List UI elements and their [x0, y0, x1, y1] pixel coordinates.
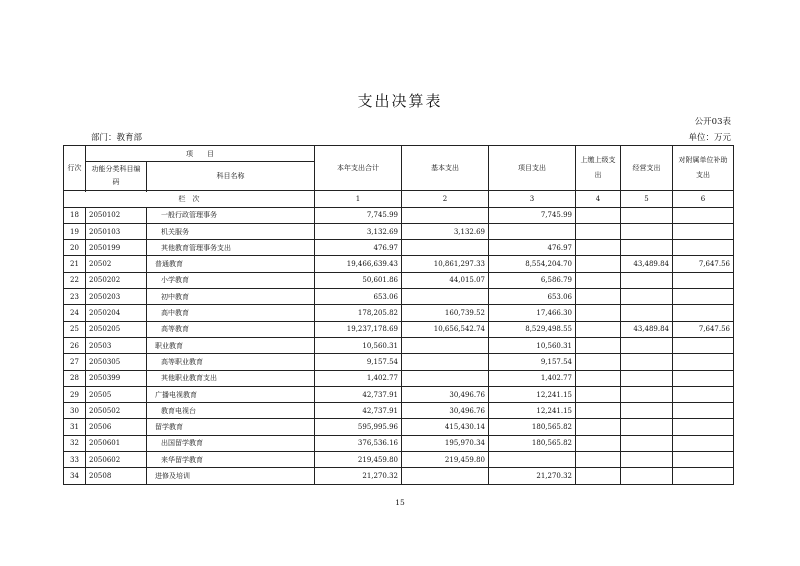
row-subsidy	[673, 468, 734, 484]
row-number: 21	[64, 256, 86, 272]
page-number: 15	[395, 498, 405, 507]
row-name: 小学教育	[147, 272, 315, 288]
row-project: 8,529,498.55	[489, 321, 576, 337]
row-name: 教育电视台	[147, 403, 315, 419]
row-business	[621, 272, 673, 288]
row-number: 28	[64, 370, 86, 386]
header-subsidy: 对附属单位补助支出	[673, 146, 734, 191]
row-total: 595,995.96	[315, 419, 402, 435]
header-basic: 基本支出	[402, 146, 489, 191]
row-basic	[402, 370, 489, 386]
row-basic	[402, 207, 489, 223]
row-name: 普通教育	[147, 256, 315, 272]
unit-label: 单位：万元	[688, 133, 731, 143]
row-basic	[402, 354, 489, 370]
row-upper	[576, 337, 621, 353]
row-name: 来华留学教育	[147, 452, 315, 468]
col-number: 4	[576, 191, 621, 207]
row-total: 653.06	[315, 289, 402, 305]
row-project: 12,241.15	[489, 386, 576, 402]
col-number: 2	[402, 191, 489, 207]
table-row	[64, 321, 734, 337]
expenditure-table	[63, 145, 734, 485]
row-upper	[576, 419, 621, 435]
row-number: 31	[64, 419, 86, 435]
header-project-exp: 项目支出	[489, 146, 576, 191]
header-lanci: 栏 次	[64, 191, 315, 207]
table-row	[64, 435, 734, 451]
row-number: 29	[64, 386, 86, 402]
row-upper	[576, 468, 621, 484]
row-number: 24	[64, 305, 86, 321]
row-upper	[576, 289, 621, 305]
row-basic: 30,496.76	[402, 386, 489, 402]
table-row	[64, 337, 734, 353]
row-basic: 415,430.14	[402, 419, 489, 435]
row-code: 2050203	[86, 289, 147, 305]
row-subsidy	[673, 403, 734, 419]
row-total: 21,270.32	[315, 468, 402, 484]
form-number: 公开03表	[694, 117, 731, 127]
row-project: 10,560.31	[489, 337, 576, 353]
row-subsidy	[673, 452, 734, 468]
header-upper: 上缴上级支出	[576, 146, 621, 191]
row-business	[621, 468, 673, 484]
row-project	[489, 223, 576, 239]
row-upper	[576, 256, 621, 272]
row-basic	[402, 289, 489, 305]
row-number: 30	[64, 403, 86, 419]
row-business	[621, 386, 673, 402]
row-code: 2050202	[86, 272, 147, 288]
row-upper	[576, 370, 621, 386]
row-number: 32	[64, 435, 86, 451]
table-row	[64, 354, 734, 370]
row-business	[621, 435, 673, 451]
col-number: 6	[673, 191, 734, 207]
row-code: 2050103	[86, 223, 147, 239]
row-basic	[402, 468, 489, 484]
row-basic	[402, 337, 489, 353]
row-total: 50,601.86	[315, 272, 402, 288]
row-number: 23	[64, 289, 86, 305]
row-project: 12,241.15	[489, 403, 576, 419]
row-name: 机关服务	[147, 223, 315, 239]
row-number: 26	[64, 337, 86, 353]
row-subsidy	[673, 272, 734, 288]
row-upper	[576, 435, 621, 451]
department-label: 部门：教育部	[91, 133, 143, 143]
row-number: 22	[64, 272, 86, 288]
row-business	[621, 207, 673, 223]
table-row	[64, 452, 734, 468]
row-business	[621, 289, 673, 305]
row-total: 219,459.80	[315, 452, 402, 468]
row-number: 25	[64, 321, 86, 337]
row-subsidy	[673, 370, 734, 386]
row-basic: 195,970.34	[402, 435, 489, 451]
row-code: 20508	[86, 468, 147, 484]
row-business	[621, 370, 673, 386]
row-code: 2050205	[86, 321, 147, 337]
row-total: 19,237,178.69	[315, 321, 402, 337]
row-business	[621, 452, 673, 468]
row-name: 高等职业教育	[147, 354, 315, 370]
row-total: 7,745.99	[315, 207, 402, 223]
table-row	[64, 240, 734, 256]
row-project: 653.06	[489, 289, 576, 305]
row-code: 2050601	[86, 435, 147, 451]
table-row	[64, 419, 734, 435]
row-business	[621, 419, 673, 435]
table-row	[64, 256, 734, 272]
table-row	[64, 272, 734, 288]
col-number: 5	[621, 191, 673, 207]
row-basic	[402, 240, 489, 256]
row-basic: 30,496.76	[402, 403, 489, 419]
row-upper	[576, 305, 621, 321]
row-total: 10,560.31	[315, 337, 402, 353]
header-name: 科目名称	[147, 162, 315, 191]
row-code: 2050602	[86, 452, 147, 468]
row-subsidy: 7,647.56	[673, 256, 734, 272]
row-business: 43,489.84	[621, 256, 673, 272]
row-name: 初中教育	[147, 289, 315, 305]
row-upper	[576, 207, 621, 223]
row-code: 2050502	[86, 403, 147, 419]
row-total: 1,402.77	[315, 370, 402, 386]
row-subsidy	[673, 305, 734, 321]
row-business	[621, 223, 673, 239]
header-row-number: 行次	[64, 146, 86, 191]
col-number: 3	[489, 191, 576, 207]
row-project: 180,565.82	[489, 435, 576, 451]
header-business: 经营支出	[621, 146, 673, 191]
row-project: 9,157.54	[489, 354, 576, 370]
row-subsidy: 7,647.56	[673, 321, 734, 337]
row-project: 8,554,204.70	[489, 256, 576, 272]
row-basic: 160,739.52	[402, 305, 489, 321]
row-name: 留学教育	[147, 419, 315, 435]
row-business	[621, 337, 673, 353]
header-code: 功能分类科目编码	[86, 162, 147, 191]
row-number: 33	[64, 452, 86, 468]
row-business	[621, 354, 673, 370]
row-business	[621, 240, 673, 256]
row-project: 6,586.79	[489, 272, 576, 288]
row-basic: 10,656,542.74	[402, 321, 489, 337]
row-total: 3,132.69	[315, 223, 402, 239]
row-code: 20502	[86, 256, 147, 272]
row-code: 2050204	[86, 305, 147, 321]
row-subsidy	[673, 240, 734, 256]
row-basic: 219,459.80	[402, 452, 489, 468]
row-total: 19,466,639.43	[315, 256, 402, 272]
table-row	[64, 386, 734, 402]
row-name: 其他教育管理事务支出	[147, 240, 315, 256]
row-upper	[576, 321, 621, 337]
row-name: 高等教育	[147, 321, 315, 337]
row-business	[621, 305, 673, 321]
row-upper	[576, 272, 621, 288]
row-upper	[576, 240, 621, 256]
row-name: 其他职业教育支出	[147, 370, 315, 386]
row-name: 职业教育	[147, 337, 315, 353]
row-business	[621, 403, 673, 419]
table-row	[64, 403, 734, 419]
row-total: 476.97	[315, 240, 402, 256]
row-number: 34	[64, 468, 86, 484]
row-project: 476.97	[489, 240, 576, 256]
row-basic: 10,861,297.33	[402, 256, 489, 272]
table-row	[64, 370, 734, 386]
row-code: 2050305	[86, 354, 147, 370]
row-number: 18	[64, 207, 86, 223]
table-row	[64, 289, 734, 305]
row-name: 出国留学教育	[147, 435, 315, 451]
row-number: 19	[64, 223, 86, 239]
row-project: 17,466.30	[489, 305, 576, 321]
row-name: 广播电视教育	[147, 386, 315, 402]
row-subsidy	[673, 354, 734, 370]
table-row	[64, 305, 734, 321]
row-total: 376,536.16	[315, 435, 402, 451]
row-total: 9,157.54	[315, 354, 402, 370]
row-number: 20	[64, 240, 86, 256]
row-subsidy	[673, 337, 734, 353]
page-title: 支出决算表	[357, 92, 443, 110]
row-code: 2050102	[86, 207, 147, 223]
table-row	[64, 207, 734, 223]
col-number: 1	[315, 191, 402, 207]
row-subsidy	[673, 223, 734, 239]
header-project: 项 目	[86, 146, 315, 162]
row-project: 1,402.77	[489, 370, 576, 386]
row-upper	[576, 452, 621, 468]
table-row	[64, 223, 734, 239]
row-total: 42,737.91	[315, 403, 402, 419]
row-code: 20503	[86, 337, 147, 353]
row-upper	[576, 354, 621, 370]
row-subsidy	[673, 207, 734, 223]
row-project: 7,745.99	[489, 207, 576, 223]
row-total: 178,205.82	[315, 305, 402, 321]
table-row	[64, 468, 734, 484]
row-code: 2050199	[86, 240, 147, 256]
row-code: 2050399	[86, 370, 147, 386]
row-upper	[576, 403, 621, 419]
row-project: 180,565.82	[489, 419, 576, 435]
row-upper	[576, 386, 621, 402]
row-upper	[576, 223, 621, 239]
row-business: 43,489.84	[621, 321, 673, 337]
row-subsidy	[673, 435, 734, 451]
row-name: 进修及培训	[147, 468, 315, 484]
row-number: 27	[64, 354, 86, 370]
row-subsidy	[673, 386, 734, 402]
row-subsidy	[673, 419, 734, 435]
row-basic: 3,132.69	[402, 223, 489, 239]
row-name: 高中教育	[147, 305, 315, 321]
header-total: 本年支出合计	[315, 146, 402, 191]
row-code: 20506	[86, 419, 147, 435]
row-subsidy	[673, 289, 734, 305]
row-code: 20505	[86, 386, 147, 402]
row-name: 一般行政管理事务	[147, 207, 315, 223]
row-project	[489, 452, 576, 468]
row-total: 42,737.91	[315, 386, 402, 402]
row-basic: 44,015.07	[402, 272, 489, 288]
row-project: 21,270.32	[489, 468, 576, 484]
